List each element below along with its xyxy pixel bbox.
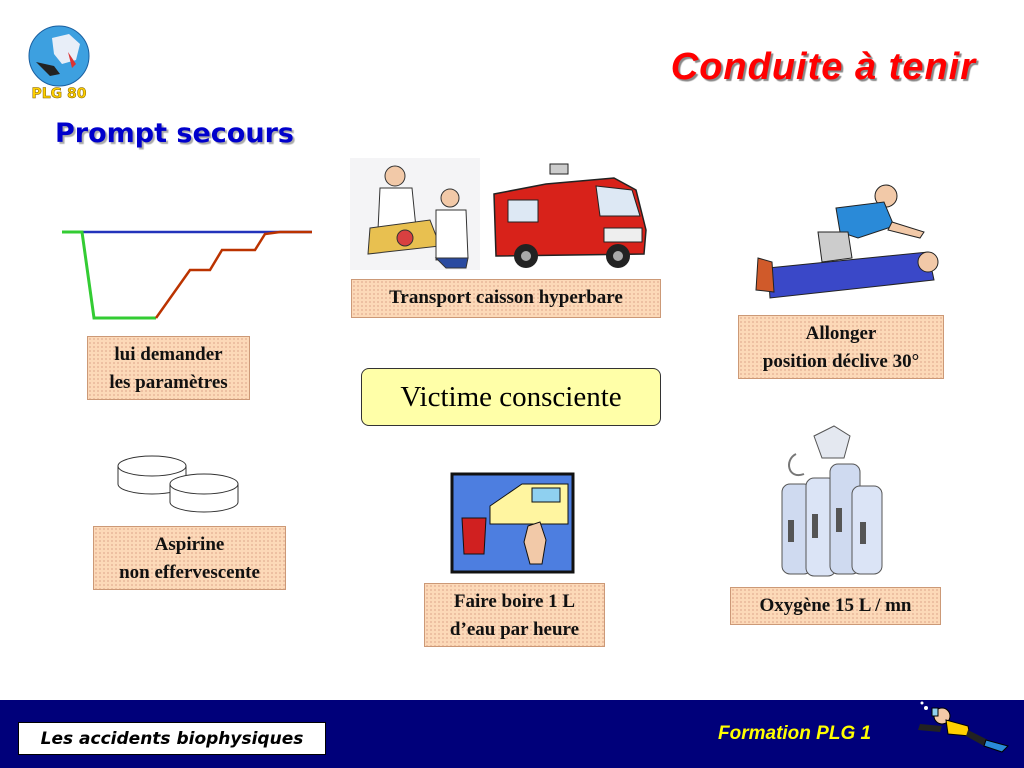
aspirin-tablets-illustration	[114, 454, 244, 520]
params-line-2: les paramètres	[109, 372, 228, 393]
slide-title: Conduite à tenir	[670, 46, 976, 88]
boire-line-1: Faire boire 1 L	[453, 591, 576, 612]
plg80-logo	[14, 18, 104, 104]
boire-box	[424, 583, 605, 647]
allonger-line-2: position déclive 30°	[762, 351, 920, 372]
aspirine-box	[93, 526, 286, 590]
aspirine-line-2: non effervescente	[119, 562, 260, 583]
allonger-line-1: Allonger	[805, 323, 877, 344]
oxygen-bottles-illustration	[778, 424, 888, 580]
fire-truck-illustration	[486, 160, 652, 270]
logo-text: PLG 80	[31, 86, 87, 102]
lying-position-illustration	[748, 182, 944, 304]
params-box	[87, 336, 250, 400]
victim-conscious-label: Victime consciente	[361, 368, 661, 426]
rescuers-illustration	[350, 158, 480, 270]
dive-profile-graphic	[60, 222, 315, 322]
section-subtitle: Prompt secours	[55, 118, 294, 149]
diver-icon	[912, 700, 1010, 764]
footer-course-title: Les accidents biophysiques	[18, 722, 326, 755]
params-line-1: lui demander	[114, 344, 223, 365]
transport-box: Transport caisson hyperbare	[351, 279, 661, 318]
footer-formation-label: Formation PLG 1	[718, 723, 872, 744]
allonger-box	[738, 315, 944, 379]
oxygene-box: Oxygène 15 L / mn	[730, 587, 941, 625]
water-drinking-illustration	[450, 472, 575, 574]
boire-line-2: d’eau par heure	[449, 619, 580, 640]
aspirine-line-1: Aspirine	[154, 534, 225, 555]
